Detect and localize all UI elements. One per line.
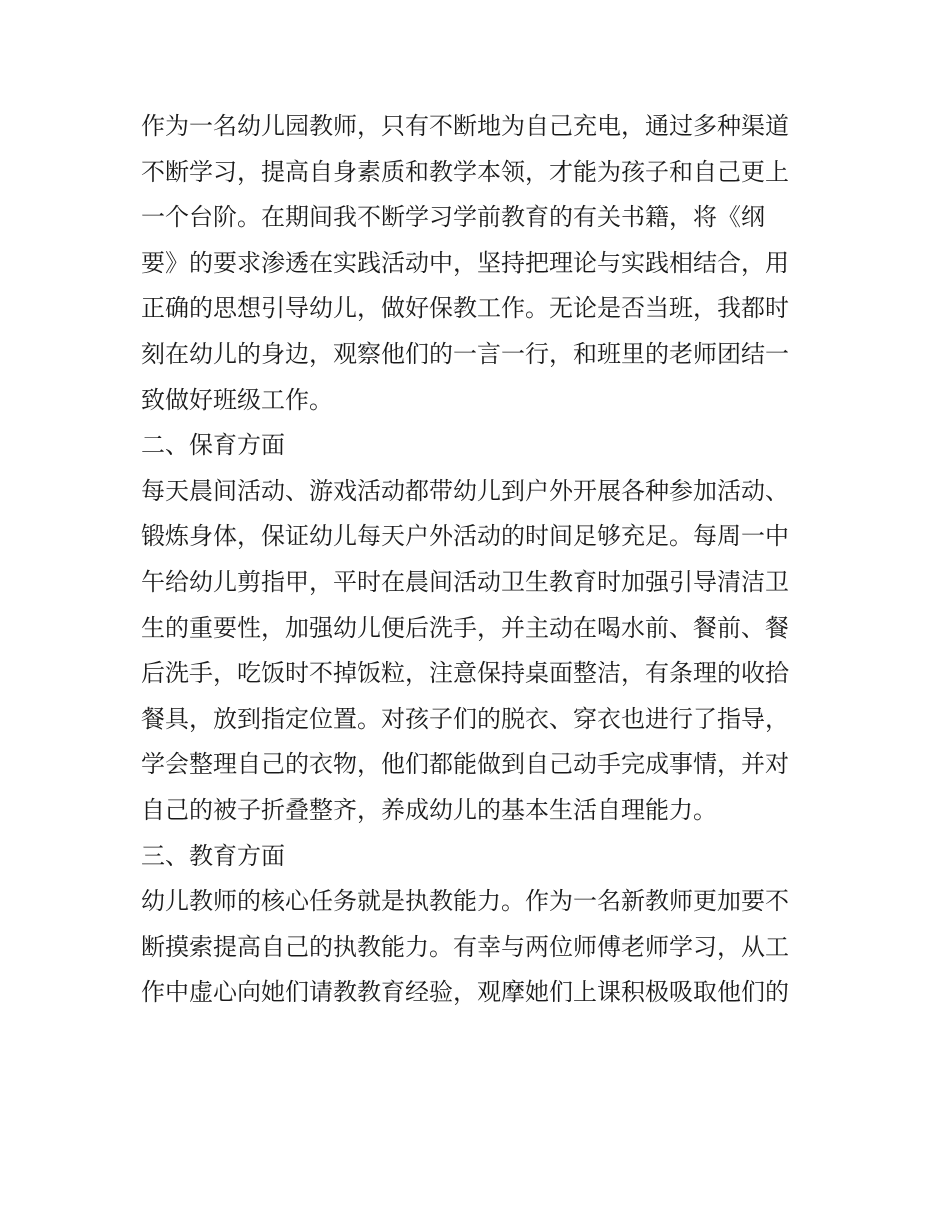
text-line: 断摸索提高自己的执教能力。有幸与两位师傅老师学习，从工	[141, 932, 789, 961]
text-line: 一个台阶。在期间我不断学习学前教育的有关书籍，将《纲	[141, 203, 765, 232]
text-line: 后洗手，吃饭时不掉饭粒，注意保持桌面整洁，有条理的收拾	[141, 659, 789, 688]
document-body	[141, 104, 813, 1016]
text-line: 作中虚心向她们请教教育经验，观摩她们上课积极吸取他们的	[141, 978, 789, 1007]
text-line: 自己的被子折叠整齐，养成幼儿的基本生活自理能力。	[141, 795, 717, 824]
text-line: 餐具，放到指定位置。对孩子们的脱衣、穿衣也进行了指导，	[141, 704, 789, 733]
section-heading: 二、保育方面	[141, 431, 285, 460]
text-line: 生的重要性，加强幼儿便后洗手，并主动在喝水前、餐前、餐	[141, 613, 789, 642]
text-line: 致做好班级工作。	[141, 385, 333, 414]
text-line: 要》的要求渗透在实践活动中，坚持把理论与实践相结合，用	[141, 248, 789, 277]
text-line: 锻炼身体，保证幼儿每天户外活动的时间足够充足。每周一中	[141, 522, 789, 551]
text-line: 作为一名幼儿园教师，只有不断地为自己充电，通过多种渠道	[141, 112, 789, 140]
text-line: 正确的思想引导幼儿，做好保教工作。无论是否当班，我都时	[141, 294, 789, 323]
text-line: 不断学习，提高自身素质和教学本领，才能为孩子和自己更上	[141, 157, 789, 186]
section-heading: 三、教育方面	[141, 841, 285, 870]
text-line: 午给幼儿剪指甲，平时在晨间活动卫生教育时加强引导清洁卫	[141, 567, 789, 596]
text-line: 刻在幼儿的身边，观察他们的一言一行，和班里的老师团结一	[141, 339, 789, 368]
text-line: 学会整理自己的衣物，他们都能做到自己动手完成事情，并对	[141, 750, 789, 779]
text-line: 每天晨间活动、游戏活动都带幼儿到户外开展各种参加活动、	[141, 476, 789, 505]
text-line: 幼儿教师的核心任务就是执教能力。作为一名新教师更加要不	[141, 887, 789, 916]
